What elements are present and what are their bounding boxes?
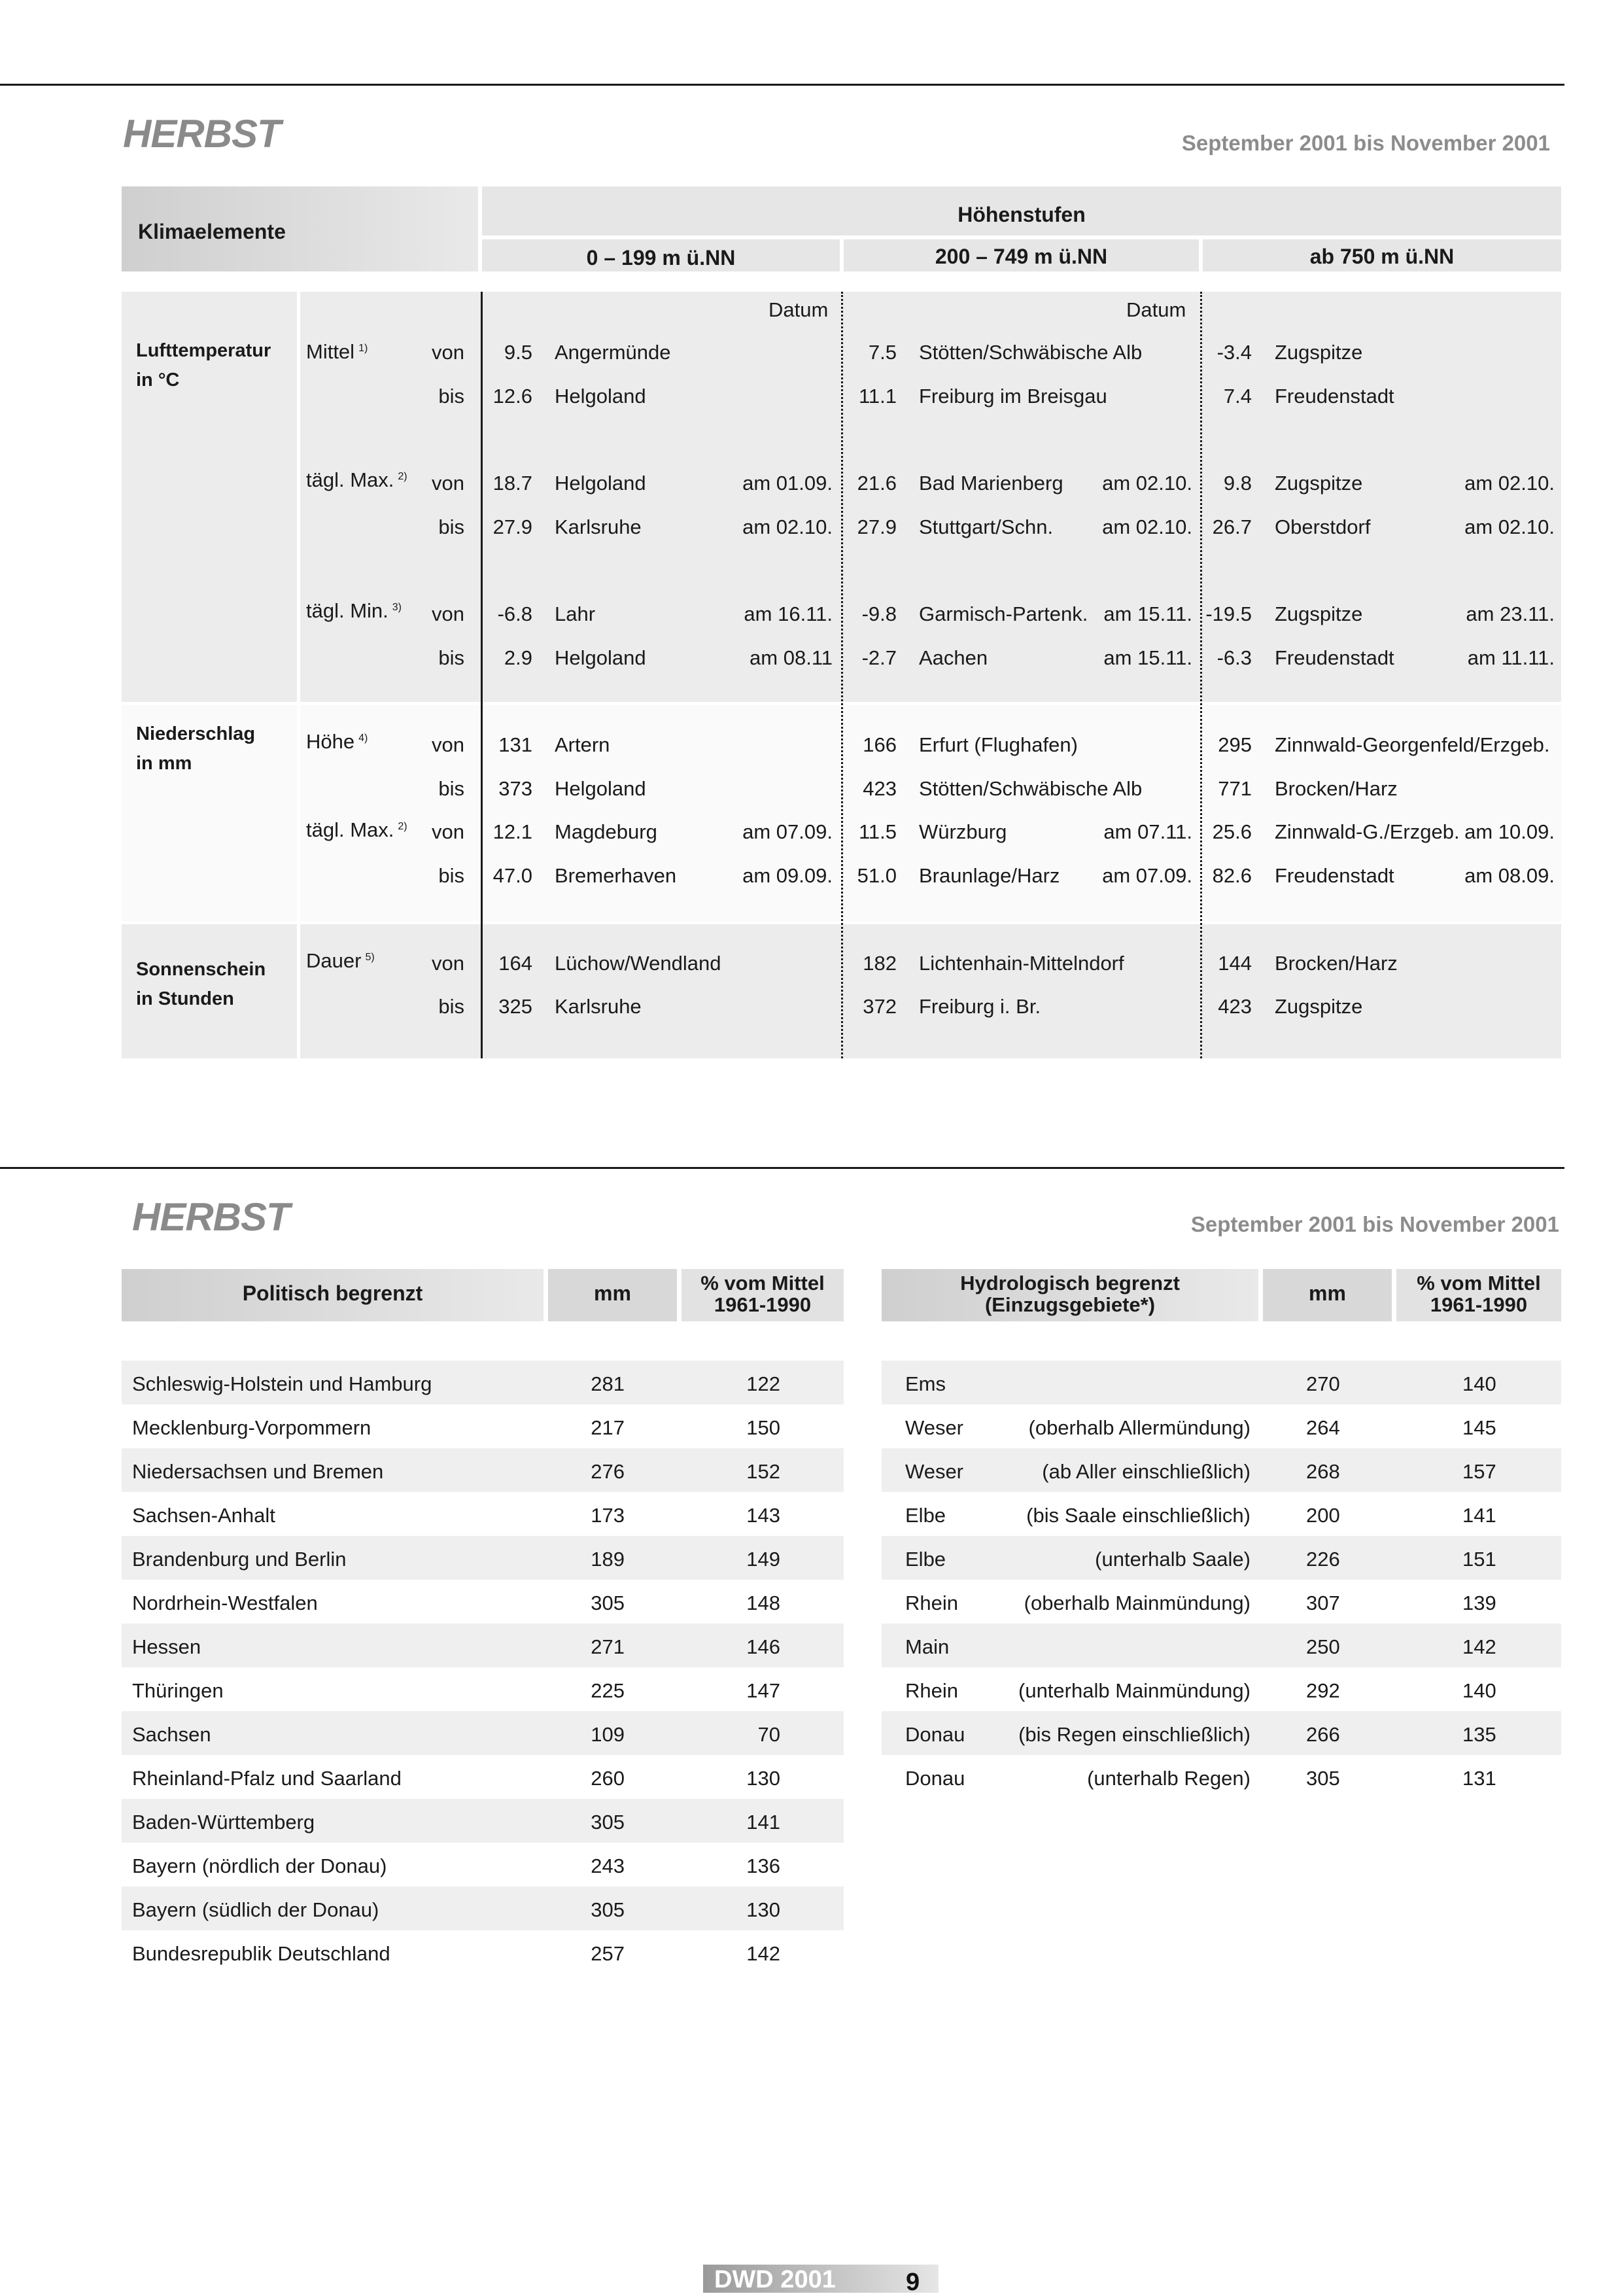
cell-value-col2: 51.0 <box>857 864 897 887</box>
cell-value-col1: 18.7 <box>492 472 532 495</box>
region-mm: 257 <box>591 1942 625 1965</box>
row-von-bis: von <box>432 820 464 843</box>
cell-station-col2: Stuttgart/Schn. <box>919 515 1054 538</box>
cell-station-col3: Freudenstadt <box>1275 385 1394 408</box>
cell-station-col2: Würzburg <box>919 820 1007 843</box>
river-mm: 264 <box>1306 1416 1340 1439</box>
cell-date-col3: am 02.10. <box>1464 515 1555 538</box>
cell-value-col2: 11.5 <box>858 820 897 843</box>
sub-label: tägl. Max. $^{2)}$ <box>306 468 407 491</box>
cell-station-col1: Lahr <box>555 602 596 625</box>
left-header-pct-period: 1961-1990 <box>714 1293 812 1316</box>
cell-station-col3: Freudenstadt <box>1275 646 1394 669</box>
cell-value-col1: 9.5 <box>504 341 532 364</box>
river-name: Donau <box>905 1723 965 1746</box>
region-pct: 152 <box>746 1460 780 1483</box>
cell-station-col2: Erfurt (Flughafen) <box>919 733 1078 756</box>
row-von-bis: bis <box>438 777 464 800</box>
region-mm: 260 <box>591 1767 625 1790</box>
region-name: Bayern (südlich der Donau) <box>132 1898 379 1921</box>
row-von-bis: bis <box>438 385 464 408</box>
river-pct: 140 <box>1462 1372 1496 1395</box>
river-pct: 140 <box>1462 1679 1496 1702</box>
region-pct: 130 <box>746 1767 780 1790</box>
region-mm: 217 <box>591 1416 625 1439</box>
region-name: Hessen <box>132 1635 201 1658</box>
table-divider <box>481 292 483 1058</box>
river-detail: (bis Saale einschließlich) <box>1026 1504 1251 1527</box>
river-pct: 135 <box>1462 1723 1496 1746</box>
cell-value-col3: 771 <box>1218 777 1252 800</box>
region-pct: 150 <box>746 1416 780 1439</box>
cell-station-col3: Zinnwald-G./Erzgeb. <box>1275 820 1460 843</box>
river-name: Elbe <box>905 1504 946 1527</box>
cell-station-col3: Zugspitze <box>1275 602 1363 625</box>
region-name: Thüringen <box>132 1679 224 1702</box>
cell-station-col1: Angermünde <box>555 341 671 364</box>
region-pct: 130 <box>746 1898 780 1921</box>
cell-station-col1: Artern <box>555 733 610 756</box>
cell-date-col3: am 08.09. <box>1464 864 1555 887</box>
river-pct: 141 <box>1462 1504 1496 1527</box>
river-mm: 266 <box>1306 1723 1340 1746</box>
river-name: Rhein <box>905 1679 958 1702</box>
region-name: Nordrhein-Westfalen <box>132 1592 318 1614</box>
cell-station-col2: Aachen <box>919 646 988 669</box>
header-col1: 0 – 199 m ü.NN <box>586 246 736 270</box>
river-detail: (oberhalb Mainmündung) <box>1024 1592 1251 1614</box>
region-mm: 305 <box>591 1592 625 1614</box>
region-name: Baden-Württemberg <box>132 1811 315 1834</box>
cell-station-col1: Helgoland <box>555 472 646 495</box>
cell-value-col2: 21.6 <box>857 472 897 495</box>
sub-label: Dauer $^{5)}$ <box>306 949 375 972</box>
row-von-bis: von <box>432 952 464 975</box>
river-pct: 131 <box>1462 1767 1496 1790</box>
cell-value-col1: 12.1 <box>492 820 532 843</box>
river-pct: 145 <box>1462 1416 1496 1439</box>
river-pct: 142 <box>1462 1635 1496 1658</box>
cell-date-col2: am 02.10. <box>1102 515 1192 538</box>
datum-label: Datum <box>768 298 829 321</box>
right-header-pct-period: 1961-1990 <box>1430 1293 1528 1316</box>
cell-date-col1: am 02.10. <box>742 515 833 538</box>
cell-value-col1: 2.9 <box>504 646 532 669</box>
row-von-bis: von <box>432 733 464 756</box>
region-pct: 148 <box>746 1592 780 1614</box>
left-header-mm: mm <box>594 1281 631 1305</box>
river-pct: 139 <box>1462 1592 1496 1614</box>
cell-station-col1: Magdeburg <box>555 820 657 843</box>
cell-value-col3: -3.4 <box>1216 341 1252 364</box>
cell-station-col3: Oberstdorf <box>1275 515 1371 538</box>
cell-station-col1: Bremerhaven <box>555 864 677 887</box>
cell-date-col1: am 09.09. <box>742 864 833 887</box>
river-pct: 151 <box>1462 1548 1496 1571</box>
region-pct: 147 <box>746 1679 780 1702</box>
region-pct: 122 <box>746 1372 780 1395</box>
header-col2: 200 – 749 m ü.NN <box>935 245 1108 268</box>
cell-value-col3: 82.6 <box>1212 864 1252 887</box>
region-pct: 70 <box>757 1723 780 1746</box>
cell-value-col1: 12.6 <box>492 385 532 408</box>
cell-date-col2: am 15.11. <box>1103 646 1192 669</box>
sub-label: tägl. Max. $^{2)}$ <box>306 818 407 841</box>
region-name: Rheinland-Pfalz und Saarland <box>132 1767 402 1790</box>
left-header-name: Politisch begrenzt <box>242 1281 423 1305</box>
cell-station-col3: Brocken/Harz <box>1275 952 1398 975</box>
cell-value-col3: 423 <box>1218 995 1252 1018</box>
river-mm: 305 <box>1306 1767 1340 1790</box>
region-pct: 136 <box>746 1854 780 1877</box>
cell-station-col2: Bad Marienberg <box>919 472 1063 495</box>
table-row <box>882 1624 1561 1667</box>
cell-station-col3: Freudenstadt <box>1275 864 1394 887</box>
river-name: Rhein <box>905 1592 958 1614</box>
river-name: Elbe <box>905 1548 946 1571</box>
river-mm: 292 <box>1306 1679 1340 1702</box>
region-pct: 141 <box>746 1811 780 1834</box>
period-label: September 2001 bis November 2001 <box>1181 131 1550 155</box>
region-name: Mecklenburg-Vorpommern <box>132 1416 371 1439</box>
dotted-divider <box>841 292 843 1058</box>
cell-date-col2: am 07.11. <box>1103 820 1192 843</box>
cell-station-col1: Karlsruhe <box>555 995 642 1018</box>
cell-station-col2: Stötten/Schwäbische Alb <box>919 341 1143 364</box>
cell-value-col2: 423 <box>863 777 897 800</box>
section-title: HERBST <box>123 112 281 156</box>
river-name: Donau <box>905 1767 965 1790</box>
river-mm: 226 <box>1306 1548 1340 1571</box>
group-label: in °C <box>136 370 180 391</box>
cell-station-col3: Zugspitze <box>1275 472 1363 495</box>
river-name: Weser <box>905 1460 964 1483</box>
cell-value-col3: -19.5 <box>1205 602 1252 625</box>
section-title: HERBST <box>132 1195 290 1239</box>
datum-label: Datum <box>1126 298 1186 321</box>
cell-date-col3: am 02.10. <box>1464 472 1555 495</box>
cell-station-col3: Zugspitze <box>1275 995 1363 1018</box>
row-von-bis: bis <box>438 515 464 538</box>
region-mm: 271 <box>591 1635 625 1658</box>
column-separator <box>297 292 300 1058</box>
group-label: Lufttemperatur <box>136 340 271 361</box>
cell-date-col1: am 07.09. <box>742 820 833 843</box>
cell-value-col3: 7.4 <box>1223 385 1252 408</box>
group-label: in Stunden <box>136 988 234 1009</box>
river-detail: (unterhalb Saale) <box>1095 1548 1251 1571</box>
region-mm: 243 <box>591 1854 625 1877</box>
region-pct: 146 <box>746 1635 780 1658</box>
header-klimaelemente: Klimaelemente <box>138 220 286 243</box>
region-pct: 142 <box>746 1942 780 1965</box>
cell-value-col2: 11.1 <box>858 385 897 408</box>
region-name: Sachsen <box>132 1723 211 1746</box>
group-label: Sonnenschein <box>136 959 266 980</box>
cell-value-col2: 7.5 <box>868 341 897 364</box>
header-hoehenstufen: Höhenstufen <box>958 203 1086 226</box>
cell-station-col1: Karlsruhe <box>555 515 642 538</box>
region-mm: 305 <box>591 1811 625 1834</box>
cell-value-col2: -2.7 <box>861 646 897 669</box>
region-mm: 305 <box>591 1898 625 1921</box>
cell-value-col2: 27.9 <box>857 515 897 538</box>
row-von-bis: von <box>432 602 464 625</box>
region-name: Schleswig-Holstein und Hamburg <box>132 1372 432 1395</box>
cell-value-col1: 27.9 <box>492 515 532 538</box>
cell-value-col3: -6.3 <box>1216 646 1252 669</box>
cell-value-col1: 164 <box>498 952 532 975</box>
cell-station-col2: Freiburg im Breisgau <box>919 385 1107 408</box>
river-detail: (ab Aller einschließlich) <box>1042 1460 1251 1483</box>
cell-station-col2: Braunlage/Harz <box>919 864 1060 887</box>
river-detail: (oberhalb Allermündung) <box>1028 1416 1251 1439</box>
cell-value-col3: 26.7 <box>1212 515 1252 538</box>
sub-label: tägl. Min. $^{3)}$ <box>306 599 402 622</box>
cell-value-col3: 9.8 <box>1223 472 1252 495</box>
row-von-bis: von <box>432 341 464 364</box>
region-mm: 225 <box>591 1679 625 1702</box>
region-name: Bundesrepublik Deutschland <box>132 1942 390 1965</box>
river-name: Main <box>905 1635 950 1658</box>
cell-date-col1: am 01.09. <box>742 472 833 495</box>
river-mm: 200 <box>1306 1504 1340 1527</box>
cell-date-col3: am 23.11. <box>1466 602 1555 625</box>
river-detail: (bis Regen einschließlich) <box>1018 1723 1251 1746</box>
row-von-bis: bis <box>438 864 464 887</box>
region-name: Sachsen-Anhalt <box>132 1504 275 1527</box>
river-detail: (unterhalb Regen) <box>1087 1767 1251 1790</box>
region-name: Niedersachsen und Bremen <box>132 1460 384 1483</box>
cell-station-col2: Stötten/Schwäbische Alb <box>919 777 1143 800</box>
region-name: Bayern (nördlich der Donau) <box>132 1854 387 1877</box>
right-header-name-sub: (Einzugsgebiete*) <box>984 1293 1156 1316</box>
cell-value-col1: 373 <box>498 777 532 800</box>
header-col3: ab 750 m ü.NN <box>1309 245 1455 268</box>
sub-label: Mittel $^{1)}$ <box>306 340 368 363</box>
cell-value-col3: 144 <box>1218 952 1252 975</box>
cell-value-col2: 182 <box>863 952 897 975</box>
period-label: September 2001 bis November 2001 <box>1190 1212 1559 1236</box>
cell-station-col1: Helgoland <box>555 777 646 800</box>
region-pct: 149 <box>746 1548 780 1571</box>
cell-value-col3: 295 <box>1218 733 1252 756</box>
cell-station-col1: Helgoland <box>555 646 646 669</box>
river-pct: 157 <box>1462 1460 1496 1483</box>
row-von-bis: bis <box>438 646 464 669</box>
river-name: Ems <box>905 1372 946 1395</box>
cell-date-col1: am 16.11. <box>744 602 833 625</box>
cell-date-col2: am 02.10. <box>1102 472 1192 495</box>
page-number: 9 <box>906 2269 920 2296</box>
cell-date-col1: am 08.11 <box>750 646 833 669</box>
region-mm: 173 <box>591 1504 625 1527</box>
cell-date-col2: am 15.11. <box>1103 602 1192 625</box>
cell-value-col3: 25.6 <box>1212 820 1252 843</box>
cell-station-col1: Helgoland <box>555 385 646 408</box>
group-label: Niederschlag <box>136 723 256 744</box>
right-header-pct: % vom Mittel <box>1417 1272 1541 1295</box>
cell-date-col3: am 10.09. <box>1464 820 1555 843</box>
right-header-name: Hydrologisch begrenzt <box>960 1272 1180 1295</box>
region-pct: 143 <box>746 1504 780 1527</box>
river-mm: 307 <box>1306 1592 1340 1614</box>
cell-value-col1: 325 <box>498 995 532 1018</box>
cell-value-col1: 47.0 <box>492 864 532 887</box>
cell-station-col3: Zugspitze <box>1275 341 1363 364</box>
cell-station-col3: Zinnwald-Georgenfeld/Erzgeb. <box>1275 733 1550 756</box>
cell-date-col3: am 11.11. <box>1467 646 1555 669</box>
cell-value-col1: 131 <box>498 733 532 756</box>
region-mm: 281 <box>591 1372 625 1395</box>
left-header-pct: % vom Mittel <box>700 1272 825 1295</box>
dotted-divider <box>1200 292 1202 1058</box>
top-rule <box>0 84 1564 86</box>
cell-value-col2: 166 <box>863 733 897 756</box>
region-mm: 109 <box>591 1723 625 1746</box>
cell-date-col2: am 07.09. <box>1102 864 1192 887</box>
footer-label: DWD 2001 <box>714 2266 836 2293</box>
cell-value-col2: -9.8 <box>861 602 897 625</box>
row-von-bis: bis <box>438 995 464 1018</box>
region-mm: 276 <box>591 1460 625 1483</box>
section-rule <box>0 1167 1564 1169</box>
cell-station-col2: Freiburg i. Br. <box>919 995 1041 1018</box>
river-detail: (unterhalb Mainmündung) <box>1018 1679 1251 1702</box>
group-label: in mm <box>136 753 192 774</box>
cell-station-col1: Lüchow/Wendland <box>555 952 721 975</box>
river-mm: 250 <box>1306 1635 1340 1658</box>
cell-station-col2: Lichtenhain-Mittelndorf <box>919 952 1124 975</box>
river-mm: 268 <box>1306 1460 1340 1483</box>
region-name: Brandenburg und Berlin <box>132 1548 347 1571</box>
row-von-bis: von <box>432 472 464 495</box>
sub-label: Höhe $^{4)}$ <box>306 730 368 753</box>
right-header-mm: mm <box>1309 1281 1346 1305</box>
cell-station-col2: Garmisch-Partenk. <box>919 602 1088 625</box>
region-mm: 189 <box>591 1548 625 1571</box>
river-name: Weser <box>905 1416 964 1439</box>
table-row <box>882 1361 1561 1404</box>
river-mm: 270 <box>1306 1372 1340 1395</box>
cell-value-col1: -6.8 <box>497 602 532 625</box>
cell-value-col2: 372 <box>863 995 897 1018</box>
cell-station-col3: Brocken/Harz <box>1275 777 1398 800</box>
